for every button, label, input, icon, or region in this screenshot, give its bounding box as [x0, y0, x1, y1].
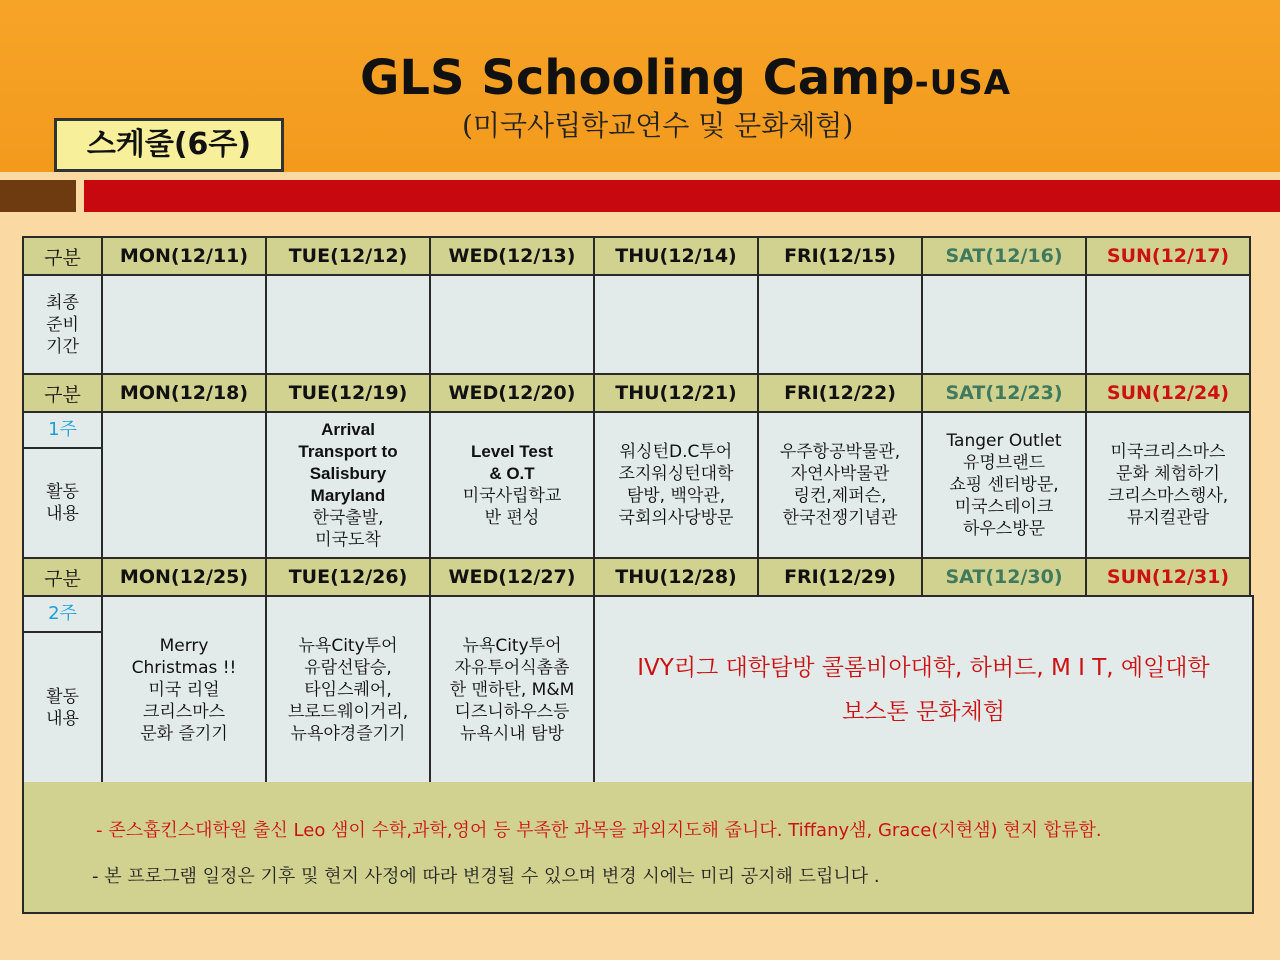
header-cell: WED(12/13): [430, 237, 594, 275]
schedule-table: [22, 236, 1254, 785]
row-label-line: 내용: [46, 504, 79, 524]
page-subtitle: (미국사립학교연수 및 문화체험): [462, 109, 854, 142]
schedule-cell: [1086, 275, 1250, 374]
page-title: [360, 48, 1060, 113]
header-cell: THU(12/14): [594, 237, 758, 275]
schedule-cell: [266, 275, 430, 374]
row-label-line: 내용: [46, 709, 79, 729]
schedule-cell: [922, 275, 1086, 374]
cell-line: 링컨,제퍼슨,: [793, 486, 887, 506]
schedule-cell-fri: [758, 412, 922, 558]
week-label: 2주: [23, 596, 102, 632]
header-cell: 구분: [23, 558, 102, 596]
cell-line: 크리스마스: [142, 702, 226, 722]
row-label-prep: [23, 275, 102, 374]
cell-line: 뮤지컬관람: [1126, 508, 1210, 528]
title-suffix: -USA: [914, 63, 1012, 103]
row-label-line: 준비: [46, 314, 79, 335]
week-row-week2: [23, 596, 1253, 632]
cell-line: 크리스마스행사,: [1107, 486, 1229, 506]
schedule-cell: [102, 275, 266, 374]
header-cell: 구분: [23, 237, 102, 275]
cell-line: Christmas !!: [131, 658, 237, 678]
cell-line: 국회의사당방문: [618, 508, 734, 528]
schedule-cell-sat: [922, 412, 1086, 558]
cell-line: 브로드웨이거리,: [287, 702, 409, 722]
decor-stripe-dark: [0, 180, 76, 212]
header-cell: MON(12/18): [102, 374, 266, 412]
cell-line: 쇼핑 센터방문,: [949, 475, 1059, 495]
cell-line: & O.T: [489, 464, 535, 483]
header-cell: TUE(12/19): [266, 374, 430, 412]
cell-line: 조지워싱턴대학: [618, 464, 734, 484]
cell-line: 하우스방문: [962, 519, 1046, 539]
header-cell: MON(12/25): [102, 558, 266, 596]
schedule-cell-tue: [266, 412, 430, 558]
row-label-line: 활동: [46, 482, 79, 502]
schedule-cell-wed: [430, 412, 594, 558]
header-row-week2: [23, 558, 1253, 596]
cell-line: 워싱턴D.C투어: [619, 442, 733, 462]
schedule-cell-mon: [102, 412, 266, 558]
header-cell: THU(12/21): [594, 374, 758, 412]
cell-line: 문화 즐기기: [140, 724, 228, 744]
header-cell-saturday: SAT(12/30): [922, 558, 1086, 596]
header-cell: MON(12/11): [102, 237, 266, 275]
ivy-line: IVY리그 대학탐방 콜롬비아대학, 하버드, M I T, 예일대학: [637, 655, 1210, 681]
header-cell: THU(12/28): [594, 558, 758, 596]
cell-line: 탐방, 백악관,: [626, 486, 726, 506]
header-cell: 구분: [23, 374, 102, 412]
header-cell: FRI(12/22): [758, 374, 922, 412]
notes-box: [22, 782, 1254, 914]
cell-line: 문화 체험하기: [1116, 464, 1220, 484]
schedule-cell-sun: [1086, 412, 1250, 558]
cell-line: Merry: [159, 636, 209, 656]
schedule-cell: [758, 275, 922, 374]
schedule-badge: 스케줄(6주): [54, 118, 284, 172]
cell-line: 자연사박물관: [790, 464, 890, 484]
cell-line: 자유투어식촘촘: [454, 658, 570, 678]
header-row-week1: [23, 374, 1253, 412]
activity-label: [23, 632, 102, 784]
cell-line: Transport to: [298, 442, 398, 461]
cell-line: Arrival: [321, 420, 375, 439]
cell-line: 한 맨하탄, M&M: [449, 680, 575, 700]
cell-line: 한국전쟁기념관: [782, 508, 898, 528]
header-cell: TUE(12/26): [266, 558, 430, 596]
header-cell-sunday: SUN(12/31): [1086, 558, 1250, 596]
title-main: GLS Schooling Camp: [360, 50, 915, 106]
cell-line: 유명브랜드: [962, 453, 1046, 473]
cell-line: 뉴욕City투어: [298, 636, 398, 656]
schedule-cell-thu: [594, 412, 758, 558]
cell-line: Maryland: [310, 486, 386, 505]
cell-line: 뉴욕시내 탐방: [460, 724, 564, 744]
ivy-league-tour-cell: [594, 596, 1253, 784]
header-cell: TUE(12/12): [266, 237, 430, 275]
ivy-line: 보스톤 문화체험: [842, 699, 1005, 725]
schedule-cell: [430, 275, 594, 374]
cell-line: Tanger Outlet: [946, 431, 1062, 451]
cell-line: 미국스테이크: [954, 497, 1054, 517]
header-cell-saturday: SAT(12/23): [922, 374, 1086, 412]
note-tutoring: - 존스홉킨스대학원 출신 Leo 샘이 수학,과학,영어 등 부족한 과목을 과외지도해 줍니다. Tiffany샘, Grace(지현샘) 현지 합류함.: [96, 820, 1102, 841]
schedule-cell-mon: [102, 596, 266, 784]
cell-line: 뉴욕야경즐기기: [290, 724, 406, 744]
header-cell-saturday: SAT(12/16): [922, 237, 1086, 275]
week-label: 1주: [23, 412, 102, 448]
cell-line: 우주항공박물관,: [779, 442, 901, 462]
activity-label: [23, 448, 102, 558]
schedule-cell-tue: [266, 596, 430, 784]
header-cell-sunday: SUN(12/17): [1086, 237, 1250, 275]
cell-line: 디즈니하우스등: [454, 702, 570, 722]
cell-line: 반 편성: [484, 508, 540, 528]
header-cell: WED(12/27): [430, 558, 594, 596]
body-row-week0: [23, 275, 1253, 374]
cell-line: 유람선탑승,: [304, 658, 392, 678]
schedule-cell-wed: [430, 596, 594, 784]
row-label-line: 활동: [46, 687, 79, 707]
cell-line: 미국사립학교: [462, 486, 562, 506]
cell-line: Salisbury: [309, 464, 387, 483]
note-schedule-change: - 본 프로그램 일정은 기후 및 현지 사정에 따라 변경될 수 있으며 변경 시에는 미리 공지해 드립니다 .: [92, 866, 880, 887]
cell-line: 타임스퀘어,: [304, 680, 392, 700]
header-row-week0: [23, 237, 1253, 275]
row-label-line: 기간: [46, 336, 79, 357]
header-cell: FRI(12/29): [758, 558, 922, 596]
cell-line: 미국도착: [315, 530, 381, 550]
decor-stripe-red: [84, 180, 1280, 212]
cell-line: Level Test: [471, 442, 553, 461]
header-cell-sunday: SUN(12/24): [1086, 374, 1250, 412]
schedule-cell: [594, 275, 758, 374]
week-row-week1: [23, 412, 1253, 448]
cell-line: 한국출발,: [312, 508, 384, 528]
header-cell: WED(12/20): [430, 374, 594, 412]
cell-line: 뉴욕City투어: [462, 636, 562, 656]
cell-line: 미국크리스마스: [1110, 442, 1226, 462]
row-label-line: 최종: [46, 292, 79, 313]
header-cell: FRI(12/15): [758, 237, 922, 275]
cell-line: 미국 리얼: [148, 680, 220, 700]
